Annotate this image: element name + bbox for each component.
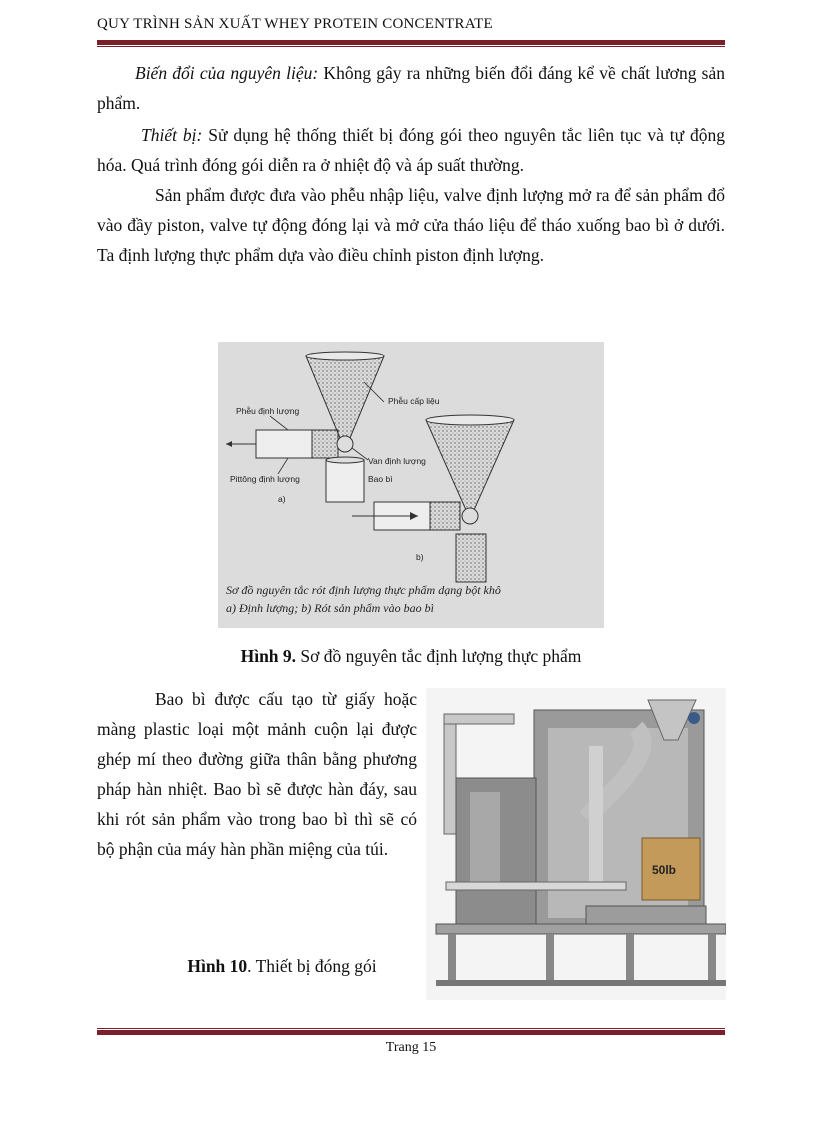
paragraph-transformation bbox=[97, 58, 725, 118]
paragraph-label: Biến đổi của nguyên liệu: bbox=[135, 63, 319, 83]
caption-text: . Thiết bị đóng gói bbox=[247, 956, 377, 976]
label-a: a) bbox=[278, 494, 286, 504]
label-hopper: Phễu cấp liệu bbox=[388, 396, 440, 406]
paragraph-process: Sản phẩm được đưa vào phễu nhập liệu, valve định lượng mở ra để sản phẩm đổ vào đầy piston, valve tự động đóng lại và mở cửa tháo liệu để tháo xuống bao bì ở dưới. Ta định lượng thực phẩm dựa vào điều chỉnh piston định lượng. bbox=[97, 185, 725, 265]
figure-inner-caption-1: Sơ đồ nguyên tắc rót định lượng thực phẩm dạng bột khô bbox=[226, 583, 501, 597]
paragraph-equipment bbox=[97, 120, 725, 180]
header-rule-thin bbox=[97, 46, 725, 47]
dosing-diagram-image bbox=[218, 342, 604, 628]
diagram-b bbox=[352, 415, 514, 582]
label-package: Bao bì bbox=[368, 474, 393, 484]
figure-10-caption bbox=[97, 956, 467, 977]
caption-text: Sơ đồ nguyên tắc định lượng thực phẩm bbox=[296, 646, 582, 666]
paragraph-text: Không gây ra những biến đổi đáng kể về chất lương sản phẩm. bbox=[97, 63, 725, 113]
dosing-diagram-svg bbox=[218, 342, 604, 628]
page-header: QUY TRÌNH SẢN XUẤT WHEY PROTEIN CONCENTRATE bbox=[97, 16, 493, 32]
packaging-machine-image bbox=[426, 688, 726, 1000]
caption-label: Hình 10 bbox=[187, 956, 248, 976]
label-b: b) bbox=[416, 552, 424, 562]
footer-rule-thin bbox=[97, 1028, 725, 1029]
figure-inner-caption-2: a) Định lượng; b) Rót sản phẩm vào bao bì bbox=[226, 601, 434, 615]
paragraph-label: Thiết bị: bbox=[141, 125, 203, 145]
label-dosing-funnel: Phễu định lượng bbox=[236, 406, 300, 416]
label-valve: Van định lượng bbox=[368, 456, 426, 466]
figure-9-caption bbox=[97, 646, 725, 667]
header-rule bbox=[97, 40, 725, 45]
label-piston: Pittông định lượng bbox=[230, 474, 300, 484]
bag-label: 50lb bbox=[652, 863, 677, 877]
page-number: Trang 15 bbox=[385, 1040, 437, 1055]
paragraph-text: Sử dụng hệ thống thiết bị đóng gói theo nguyên tắc liên tục và tự động hóa. Quá trình đóng gói diễn ra ở nhiệt độ và áp suất thường. bbox=[97, 125, 726, 175]
caption-label: Hình 9. bbox=[240, 646, 297, 666]
footer-rule bbox=[97, 1030, 725, 1035]
paragraph-packaging: Bao bì được cấu tạo từ giấy hoặc màng plastic loại một mảnh cuộn lại được ghép mí theo đường giữa thân bằng phương pháp hàn nhiệt. Bao bì sẽ được hàn đáy, sau khi rót sản phẩm vào trong bao bì thì sẽ có bộ phận của máy hàn phần miệng của túi. bbox=[97, 689, 417, 859]
packaging-machine-svg bbox=[426, 688, 726, 1000]
